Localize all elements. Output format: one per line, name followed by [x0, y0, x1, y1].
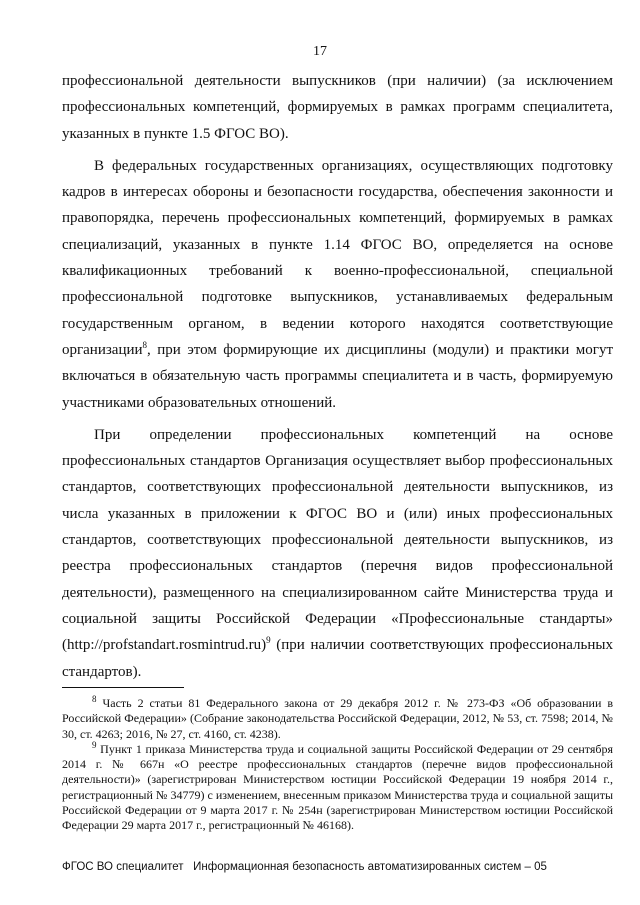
footnote-mark: 9 [92, 739, 97, 750]
footnote-ref-8[interactable]: 8 [142, 339, 148, 350]
paragraph-text: , при этом формирующие их дисциплины (модули) и практики могут включаться в обязательную часть программы специалитета и в часть, формируемую участниками образовательных отношений. [62, 341, 613, 411]
footnote-text: Часть 2 статьи 81 Федерального закона от 29 декабря 2012 г. № 273-ФЗ «Об образовании в Российской Федерации» (Собрание законодательства Российской Федерации, 2012, № 53, ст. 7598; 2014, № 30, ст. 4263; 2016, № 27, ст. 4160, ст. 4238). [62, 696, 613, 741]
footnote-mark: 8 [92, 694, 97, 704]
footnote-ref-9[interactable]: 9 [266, 635, 271, 646]
paragraph-professional-standards [62, 422, 613, 685]
footnote-text: Пункт 1 приказа Министерства труда и социальной защиты Российской Федерации от 29 сентября 2014 г. № 667н «О реестре профессиональных стандартов (перечне видов профессиональной деятельности)» (зарегистрирован Министерством юстиции Российской Федерации 19 ноября 2014 г., регистрационный № 34779) с изменением, внесенным приказом Министерства труда и социальной защиты Российской Федерации от 9 марта 2017 г. № 254н (зарегистрирован Министерством юстиции Российской Федерации 29 марта 2017 г., регистрационный № 46168). [62, 741, 613, 833]
footnote-separator [62, 687, 184, 688]
footnote-8 [62, 696, 613, 742]
paragraph-federal-organizations [62, 153, 613, 416]
paragraph-continuation [62, 68, 613, 147]
page-footer: ФГОС ВО специалитет Информационная безопасность автоматизированных систем – 05 [62, 861, 547, 873]
paragraph-text: При определении профессиональных компетенций на основе профессиональных стандартов Организация осуществляет выбор профессиональных стандартов, соответствующих профессиональной деятельности выпускников, из числа указанных в приложении к ФГОС ВО и (или) иных профессиональных стандартов, соответствующих профессиональной деятельности выпускников, из реестра профессиональных стандартов (перечня видов профессиональной деятельности), размещенного на специализированном сайте Министерства труда и социальной защиты Российской Федерации «Профессиональные стандарты» (http://profstandart.rosmintrud.ru) [62, 426, 613, 654]
page-number: 17 [313, 44, 327, 59]
paragraph-text: профессиональной деятельности выпускников (при наличии) (за исключением профессиональных компетенций, формируемых в рамках программ специалитета, указанных в пункте 1.5 ФГОС ВО). [62, 73, 613, 142]
paragraph-text: (при наличии соответствующих профессиональных стандартов). [62, 637, 613, 680]
footnotes [62, 696, 613, 834]
footnote-9 [62, 739, 613, 834]
body-text [62, 68, 613, 685]
paragraph-text: В федеральных государственных организациях, осуществляющих подготовку кадров в интересах обороны и безопасности государства, обеспечения законности и правопорядка, перечень профессиональных компетенций, формируемых в рамках специализаций, указанных в пункте 1.14 ФГОС ВО, определяется на основе квалификационных требований к военно-профессиональной, специальной профессиональной подготовке выпускников, устанавливаемых федеральным государственным органом, в ведении которого находятся соответствующие организации [62, 157, 613, 358]
